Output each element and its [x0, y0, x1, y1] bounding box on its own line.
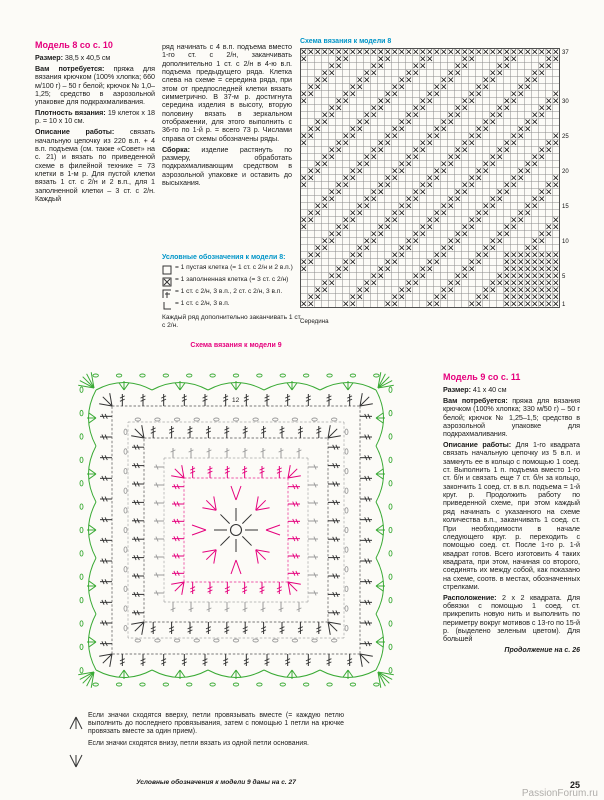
legend-item [162, 300, 306, 311]
note-together: Если значки сходятся вверху, петли провязывать вместе (= каждую петлю выполнить до последнего провязывания, затем с помощью 1 петли на крючке провязать вместе за один прием). [88, 712, 344, 736]
svg-text:5: 5 [562, 274, 566, 281]
paragraph: Вам потребуется: пряжа для вязания крючком (100% хлопка; 660 м/100 г) – 50 г белой; крючок № 1,0–1,25; средство в аэрозольной упаковке для подкрахмаливания. [35, 63, 155, 107]
legend-item-text: = 1 ст. с 2/н, 3 в.п. [175, 300, 230, 307]
legend-item-text: = 1 ст. с 2/н, 3 в.п., 2 ст. с 2/н, 3 в.п. [175, 288, 283, 295]
model9-text [443, 386, 580, 644]
svg-text:25: 25 [562, 134, 569, 141]
legend-item [162, 264, 306, 275]
model8-title: Модель 8 со с. 10 [35, 40, 113, 50]
filet-chart [300, 48, 579, 311]
legend-item [162, 276, 306, 287]
legend-item [162, 288, 306, 299]
model8-column-1 [35, 40, 155, 206]
paragraph: Вам потребуется: пряжа для вязания крючком (100% хлопка; 330 м/50 г) – 50 г белой; крючок № 1,25–1,5; средство в аэрозольной упаковке для подкрахмаливания. [443, 395, 580, 439]
paragraph: Описание работы: связать начальную цепочку из 220 в.п. + 4 в.п. подъема (см. также «Совет» на с. 21) и вязать по приведенной схеме в филейной технике = 73 клетки в 1-м р. Для пустой клетки вязать 1 ст. с 2/н и 2 в.п., для 1 заполненной клетки – 3 ст. с 2/н. Каждый [35, 127, 155, 203]
legend8-items [162, 264, 306, 311]
legend9-reference: Условные обозначения к модели 9 даны на с. 27 [136, 779, 296, 786]
paragraph: ряд начинать с 4 в.п. подъема вместо 1-го ст. с 2/н, заканчивать дополнительно 1 ст. с 2/н в 4-ю в.п. подъема предыдущего ряда. Клетка слева на схеме = середина ряда, при этом от предпоследней клетки вязать симметрично. В 37-м р. достигнута середина изделия в высоту, вторую половину вязать в зеркальном отображении, для этого выполнить с 36-го по 1-й р. = всего 73 р. Числами справа от схемы обозначены ряды. [162, 42, 292, 143]
paragraph: Расположение: 2 х 2 квадрата. Для обвязки с помощью 1 соед. ст. прикрепить новую нить и выполнить по периметру вокруг мотивов с 13-го по 15-й р. (выделено зеленым цветом). Для большей [443, 592, 580, 644]
svg-text:12: 12 [232, 397, 240, 404]
paragraph: Размер: 38,5 х 40,5 см [35, 53, 111, 62]
model8-column-2 [162, 43, 292, 190]
paragraph: Сборка: изделие растянуть по размеру, обработать подкрахмаливающим средством в аэрозольной упаковке и оставить до высыхания. [162, 144, 292, 187]
legend8-note: Каждый ряд дополнительно заканчивать 1 ст. с 2/н. [162, 313, 302, 329]
continued-notice: Продолжение на с. 26 [504, 646, 580, 654]
legend8-title: Условные обозначения к модели 8: [162, 254, 286, 261]
filet-chart-section [300, 38, 579, 325]
stitches-from-one-icon [68, 753, 84, 769]
model9-column [443, 372, 580, 654]
stitches-together-icon [68, 715, 84, 731]
chart8-title: Схема вязания к модели 8 [300, 38, 392, 45]
paragraph: Описание работы: Для 1-го квадрата связать начальную цепочку из 5 в.п. и замкнуть ее в кольцо с помощью 1 соед. ст. Выполнить 1 п. подъема вместо 1-го ст. б/н и связать еще 7 ст. б/н за кольцо, закончить 1 соед. ст. в в.п. подъема = 1-й круг. р. Продолжить работу по приведенной схеме, при этом каждый ряд начинать с указанного на схеме количества в.п., заканчивать 1 соед. ст. При необходимости в начале следующего круг. р. переходить с помощью соед. ст. После 1-го р. 1-й квадрат готов. Всего изготовить 4 таких квадрата, при этом, начиная со второго, соединять их между собой, как показано на схеме, соотв. в местах, обозначенных стрелками. [443, 440, 580, 591]
page-number: 25 [569, 780, 580, 790]
paragraph: Плотность вязания: 19 клеток х 18 р. = 10 х 10 см. [35, 108, 156, 126]
legend-model8 [162, 254, 306, 330]
svg-text:20: 20 [562, 169, 569, 176]
svg-text:10: 10 [562, 239, 569, 246]
svg-text:1: 1 [562, 302, 566, 309]
svg-text:30: 30 [562, 99, 569, 106]
filled-cell-icon [162, 277, 172, 287]
granny-diagram-section [30, 342, 442, 713]
watermark: PassionForum.ru [521, 788, 598, 799]
model9-title: Модель 9 со с. 11 [443, 372, 521, 382]
svg-text:37: 37 [562, 50, 569, 57]
empty-cell-icon [162, 265, 172, 275]
granny-square-diagram [30, 352, 442, 708]
diagram9-title: Схема вязания к модели 9 [190, 342, 282, 349]
diagram9-notes [88, 712, 344, 753]
svg-text:15: 15 [562, 204, 569, 211]
corner-cell-icon [162, 301, 172, 311]
paragraph: Размер: 41 х 40 см [443, 385, 507, 394]
model8-col1-text [35, 54, 155, 203]
edge-cell-icon [162, 289, 172, 299]
note-from-one: Если значки сходятся внизу, петли вязать из одной петли основания. [88, 740, 309, 748]
legend-item-text: = 1 пустая клетка (= 1 ст. с 2/н и 2 в.п.) [175, 264, 293, 271]
legend-item-text: = 1 заполненная клетка (= 3 ст. с 2/н) [175, 276, 289, 283]
chart8-midline-label: Середина [300, 318, 329, 325]
model8-col2-text [162, 43, 292, 187]
